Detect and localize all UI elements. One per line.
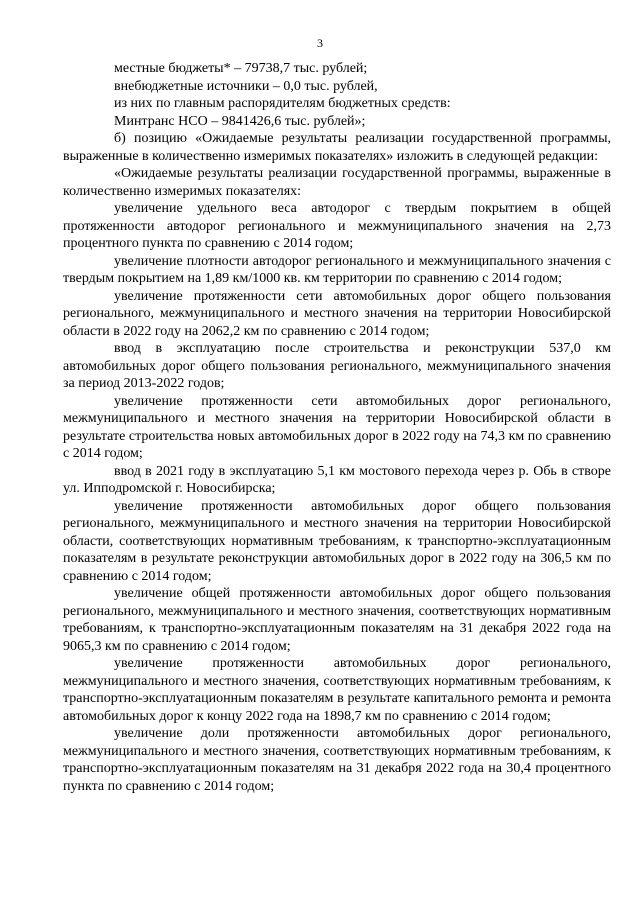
page-number: 3 [317, 36, 323, 50]
paragraph-extrabudgetary-sources: внебюджетные источники – 0,0 тыс. рублей, [114, 78, 378, 94]
paragraph-result: увеличение протяженности сети автомобильных дорог регионального, межмуниципального и местного значения на территории Новосибирской области в результате строительства новых автомобильных дорог в 2022 году на 74,3 км по сравнению с 2014 годом; [63, 393, 611, 461]
paragraph-item-b: б) позицию «Ожидаемые результаты реализации государственной программы, выраженные в количественно измеримых показателях» изложить в следующей редакции: [63, 131, 611, 164]
paragraph-result: увеличение доли протяженности автомобильных дорог регионального, межмуниципального и местного значения, соответствующих нормативным требованиям, к транспортно-эксплуатационным показателям на 31 декабря 2022 года на 30,4 процентного пункта по сравнению с 2014 годом; [63, 726, 611, 794]
paragraph-mintrans: Минтранс НСО – 9841426,6 тыс. рублей»; [114, 113, 366, 129]
paragraph-result: увеличение протяженности автомобильных дорог регионального, межмуниципального и местного значения, соответствующих нормативным требованиям, к транспортно-эксплуатационным показателям в результате капитального ремонта и ремонта автомобильных дорог к концу 2022 года на 1898,7 км по сравнению с 2014 годом; [63, 656, 611, 724]
paragraph-result: увеличение удельного веса автодорог с твердым покрытием в общей протяженности автодорог регионального и межмуниципального значения на 2,73 процентного пункта по сравнению с 2014 годом; [63, 201, 611, 251]
paragraph-result: увеличение плотности автодорог регионального и межмуниципального значения с твердым покрытием на 1,89 км/1000 кв. км территории по сравнению с 2014 годом; [63, 253, 611, 286]
paragraph-result: увеличение общей протяженности автомобильных дорог общего пользования регионального, межмуниципального и местного значения, соответствующих нормативным требованиям, к транспортно-эксплуатационным показателям на 31 декабря 2022 года на 9065,3 км по сравнению с 2014 годом; [63, 586, 611, 654]
paragraph-result: ввод в эксплуатацию после строительства и реконструкции 537,0 км автомобильных дорог общего пользования регионального, межмуниципального значения за период 2013-2022 годов; [63, 341, 611, 391]
paragraph-main-managers: из них по главным распорядителям бюджетных средств: [114, 96, 451, 111]
paragraph-result: увеличение протяженности автомобильных дорог общего пользования регионального, межмуниципального и местного значения на территории Новосибирской области, соответствующих нормативным требованиям, к транспортно-эксплуатационным показателям в результате реконструкции автомобильных дорог в 2022 году на 306,5 км по сравнению с 2014 годом; [63, 498, 611, 584]
paragraph-result: увеличение протяженности сети автомобильных дорог общего пользования регионального, межмуниципального и местного значения на территории Новосибирской области в 2022 году на 2062,2 км по сравнению с 2014 годом; [63, 288, 611, 339]
paragraph-expected-results-heading: «Ожидаемые результаты реализации государственной программы, выраженные в количественно измеримых показателях: [63, 166, 611, 199]
paragraph-local-budgets: местные бюджеты* – 79738,7 тыс. рублей; [114, 61, 368, 76]
paragraph-result: ввод в 2021 году в эксплуатацию 5,1 км мостового перехода через р. Обь в створе ул. Ипподромской г. Новосибирска; [63, 463, 611, 496]
document-body [63, 60, 611, 795]
